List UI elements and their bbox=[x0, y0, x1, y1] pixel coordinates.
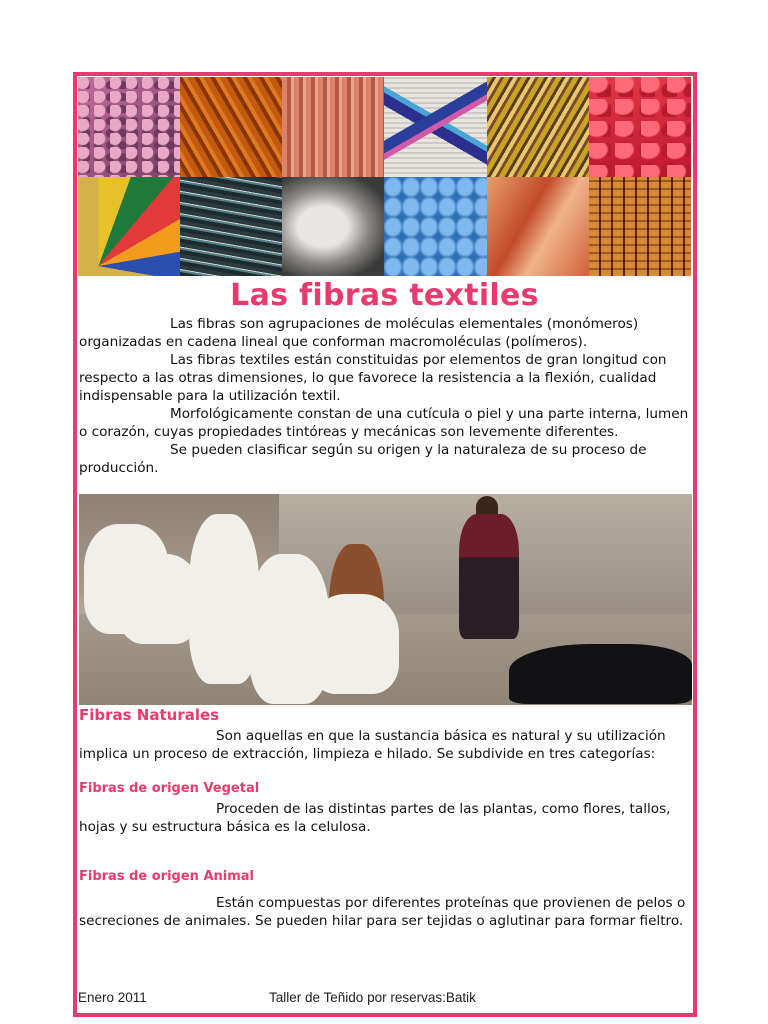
textile-tile-wool-skeins bbox=[487, 77, 589, 177]
textile-tile-woven-teal bbox=[180, 177, 282, 277]
intro-paragraph: Se pueden clasificar según su origen y la naturaleza de su proceso de producción. bbox=[79, 442, 647, 476]
textile-tile-wicker bbox=[589, 177, 691, 277]
section-heading-vegetal: Fibras de origen Vegetal bbox=[79, 781, 260, 796]
footer-workshop: Taller de Teñido por reservas:Batik bbox=[269, 990, 476, 1005]
textile-mosaic-image bbox=[78, 77, 691, 276]
textile-tile-red-petals bbox=[589, 77, 691, 177]
vegetal-paragraph: Proceden de las distintas partes de las plantas, como flores, tallos, hojas y su estructura básica es la celulosa. bbox=[79, 801, 671, 835]
intro-text bbox=[79, 315, 689, 477]
textile-tile-silk bbox=[487, 177, 589, 277]
textile-tile-orange-yarn bbox=[180, 77, 282, 177]
alpacas-photo bbox=[79, 494, 692, 705]
page-title: Las fibras textiles bbox=[230, 278, 539, 313]
textile-tile-woven-basket bbox=[78, 177, 180, 277]
alpaca-figure bbox=[309, 594, 399, 694]
naturales-text bbox=[79, 727, 689, 763]
textile-tile-blue-felt bbox=[384, 177, 486, 277]
naturales-paragraph: Son aquellas en que la sustancia básica es natural y su utilización implica un proceso de extracción, limpieza e hilado. Se subdivide en tres categorías: bbox=[79, 728, 666, 762]
animal-paragraph: Están compuestas por diferentes proteínas que provienen de pelos o secreciones de animales. Se pueden hilar para ser tejidas o aglutinar para formar fieltro. bbox=[79, 895, 686, 929]
intro-paragraph: Las fibras son agrupaciones de moléculas elementales (monómeros) organizadas en cadena lineal que conforman macromoléculas (polímeros). bbox=[79, 316, 639, 350]
alpaca-figure bbox=[119, 554, 199, 644]
section-heading-animal: Fibras de origen Animal bbox=[79, 869, 254, 884]
textile-tile-pleated-fabric bbox=[282, 77, 384, 177]
section-heading-naturales: Fibras Naturales bbox=[79, 706, 220, 724]
intro-paragraph: Las fibras textiles están constituidas por elementos de gran longitud con respecto a las otras dimensiones, lo que favorece la resistencia a la flexión, cualidad indispensable para la utilización textil. bbox=[79, 352, 667, 404]
textile-tile-embroidery bbox=[384, 77, 486, 177]
vegetal-text bbox=[79, 800, 689, 836]
woman-figure bbox=[459, 514, 519, 639]
dog-figure bbox=[509, 644, 692, 704]
textile-tile-raw-wool bbox=[282, 177, 384, 277]
intro-paragraph: Morfológicamente constan de una cutícula o piel y una parte interna, lumen o corazón, cuyas propiedades tintóreas y mecánicas son levemente diferentes. bbox=[79, 406, 689, 440]
animal-text bbox=[79, 894, 689, 930]
footer-date: Enero 2011 bbox=[78, 990, 147, 1005]
textile-tile-pink-lace bbox=[78, 77, 180, 177]
